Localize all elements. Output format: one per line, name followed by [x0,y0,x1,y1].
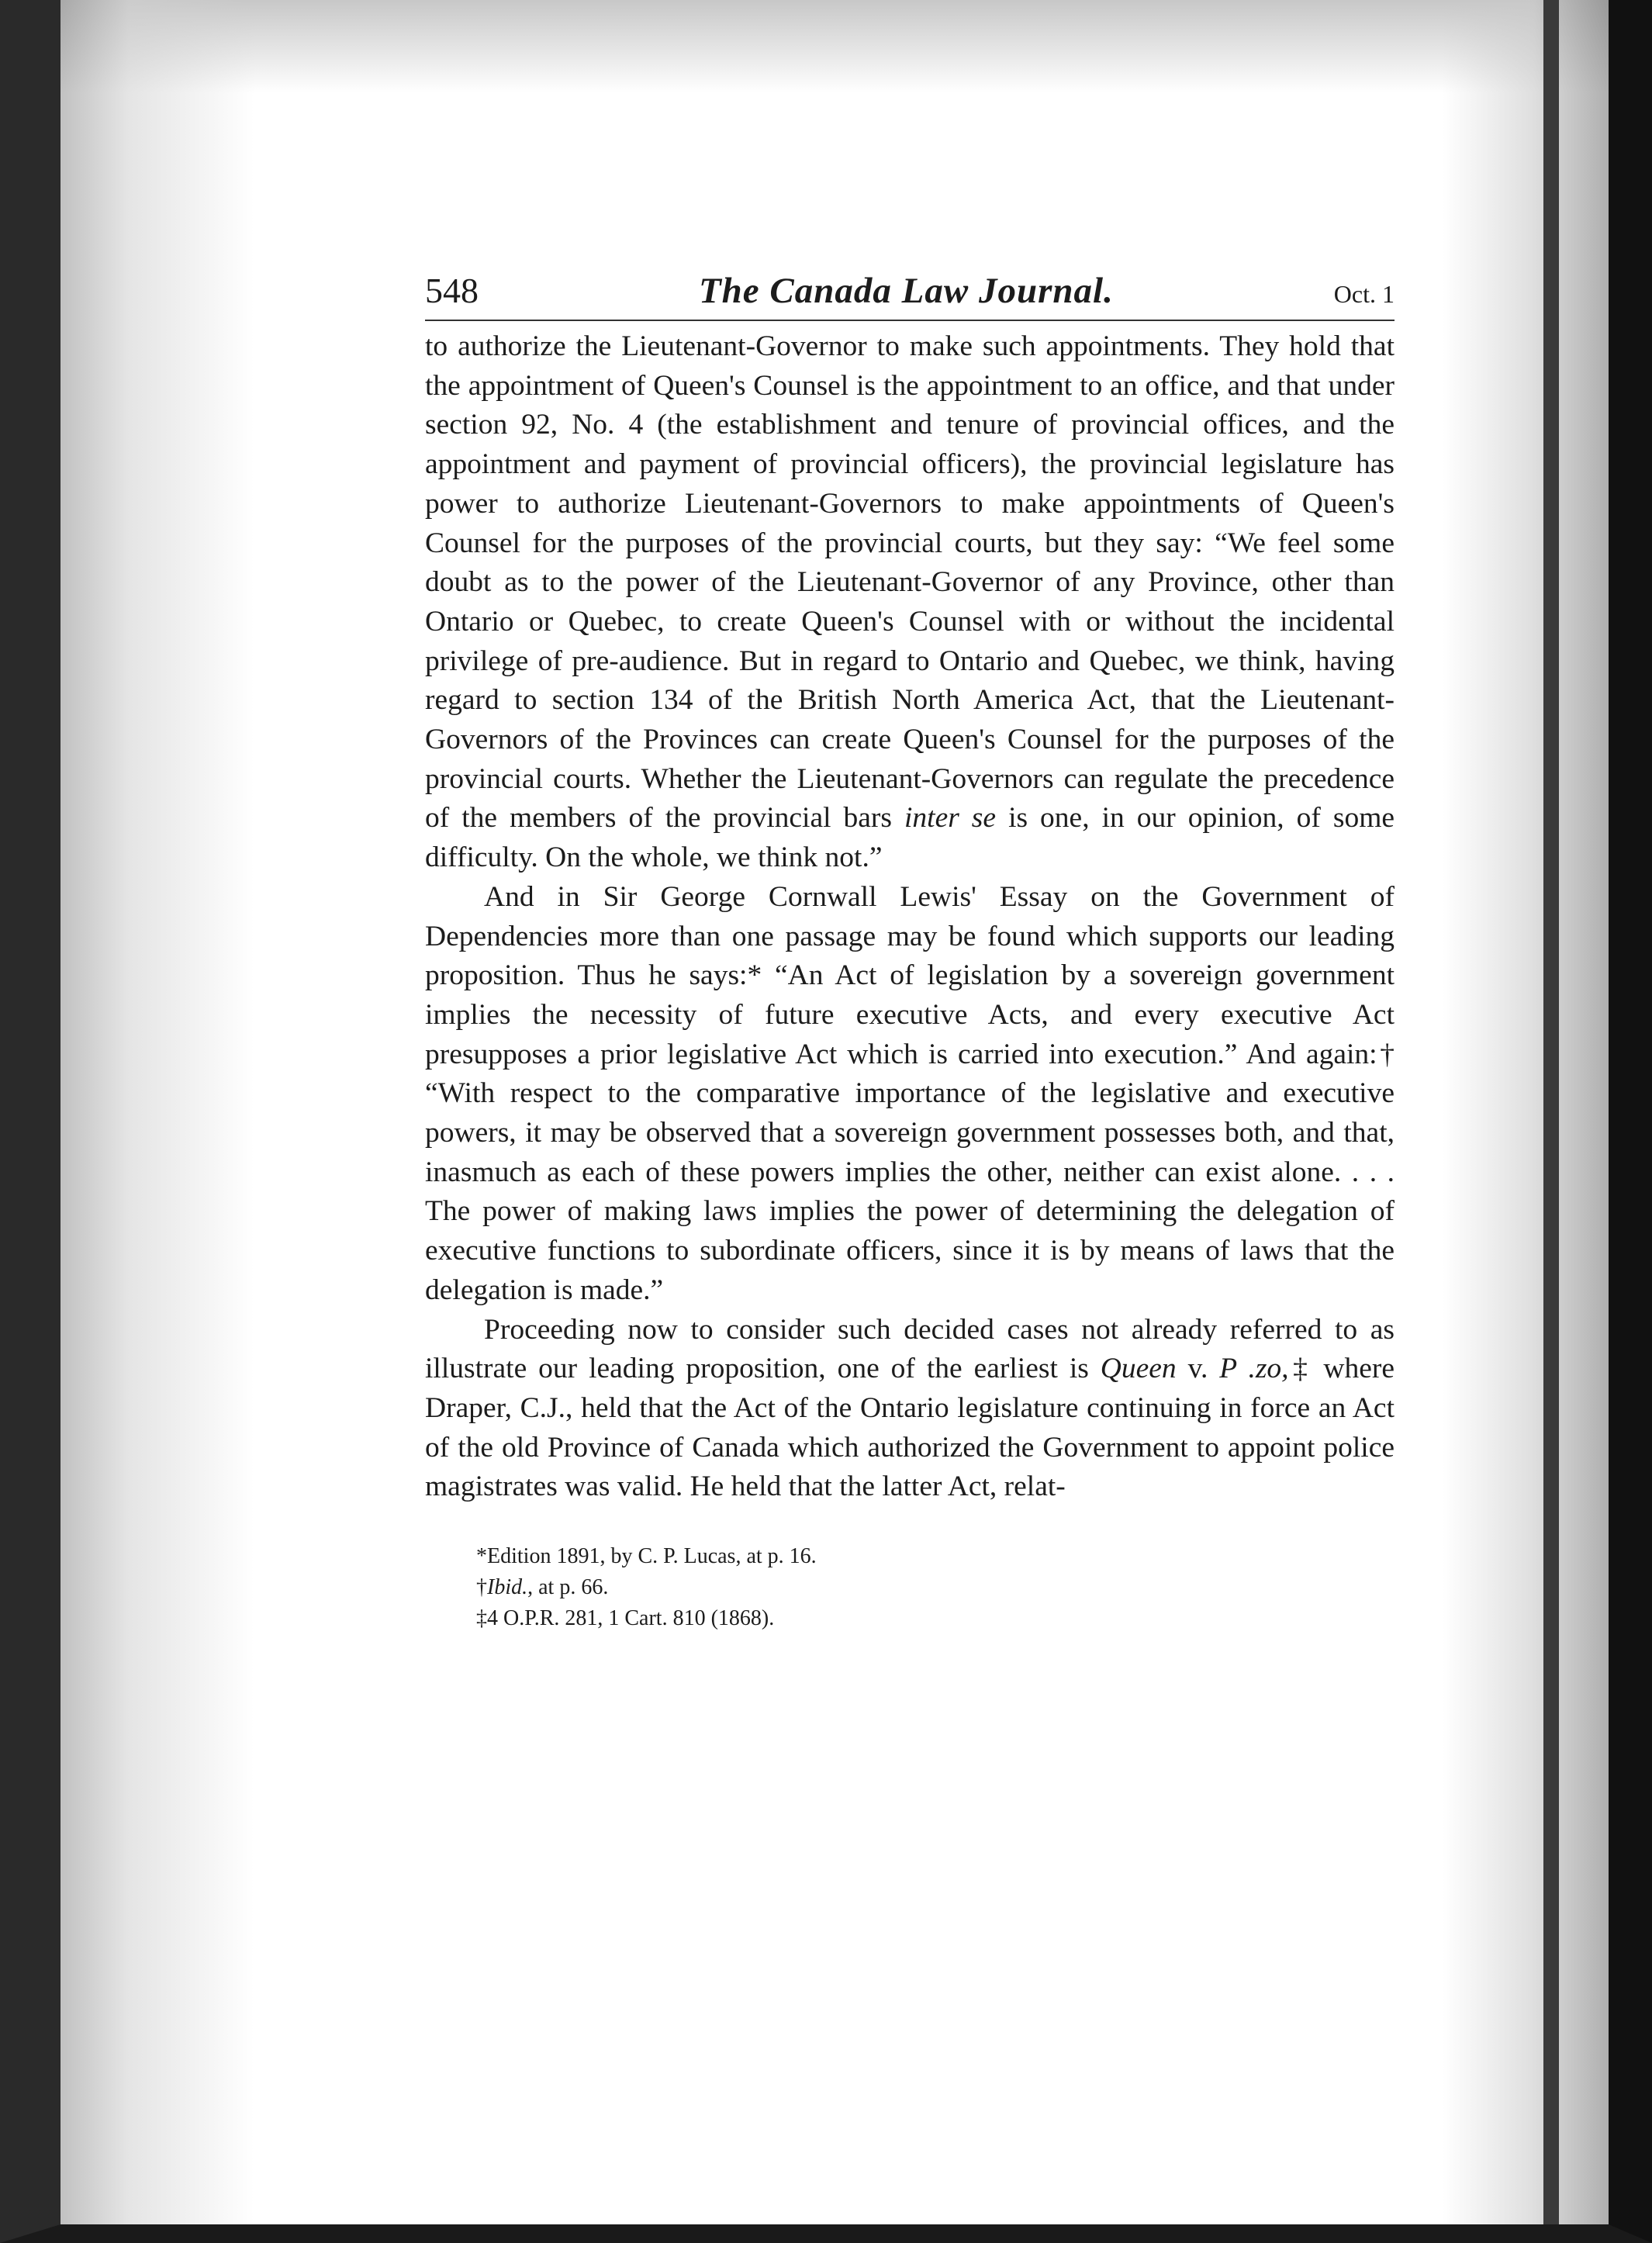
footnote-star: *Edition 1891, by C. P. Lucas, at p. 16. [476,1544,817,1569]
scan-edge-right [1543,0,1559,2224]
journal-page [425,270,1395,1634]
article-body [425,327,1395,1507]
footnote-dagger-mark: † [476,1575,487,1600]
footnote-dagger [476,1572,1395,1603]
scan-shadow-left [60,0,254,2224]
paragraph-3-text-a: Proceeding now to consider such decided cases not already referred to as illustrate our leading proposition, one of the earliest is [425,1313,1395,1385]
footnote-double-dagger: ‡4 O.P.R. 281, 1 Cart. 810 (1868). [476,1606,775,1631]
page-number: 548 [425,271,479,310]
case-name-queen: Queen [1100,1353,1177,1385]
paragraph-1-text-a: to authorize the Lieutenant-Governor to make such appointments. They hold that the appointment of Queen's Counsel is the appointment to an office, and that under section 92, No. 4 (the establishment and tenure of provincial offices, and the appointment and payment of provincial officers), the provincial legislature has power to authorize Lieutenant-Governors to make appointments of Queen's Counsel for the purposes of the provincial courts, but they say: “We feel some doubt as to the power of the Lieutenant-Governor of any Province, other than Ontario or Quebec, to create Queen's Counsel with or without the incidental privilege of pre-audience. But in regard to Ontario and Quebec, we think, having regard to section 134 of the British North America Act, that the Lieutenant-Governors of the Provinces can create Queen's Counsel for the purposes of the provincial courts. Whether the Lieutenant-Governors can regulate the precedence of the members of the provincial bars [425,330,1395,835]
paragraph-3-text-c: ‡ where Draper, C.J., held that the Act of the Ontario legislature continuing in force an Act of the old Province of Canada which authorized the Government to appoint police magistrates was valid. He held that the latter Act, relat- [425,1353,1395,1503]
footnote-ibid: Ibid. [487,1575,528,1600]
case-name-defendant: P .zo, [1219,1353,1289,1385]
issue-date: Oct. 1 [1333,280,1395,308]
scan-shadow-top [60,0,1609,93]
paragraph-1 [425,327,1395,878]
paragraph-1-text-b: is one, in our opinion, of some difficulty. On the whole, we think not.” [425,802,1395,874]
scan-shadow-right [1443,0,1609,2224]
running-head [425,270,1395,321]
journal-title: The Canada Law Journal. [698,271,1114,311]
footnote-dagger-rest: , at p. 66. [527,1575,609,1600]
paragraph-3-versus: v. [1187,1353,1208,1385]
paragraph-3 [425,1311,1395,1508]
paragraph-1-italic: inter se [904,802,997,835]
paragraph-2: And in Sir George Cornwall Lewis' Essay on the Government of Dependencies more than one passage may be found which supports our leading proposition. Thus he says:* “An Act of legislation by a sovereign government implies the necessity of future executive Acts, and every executive Act presupposes a prior legislative Act which is carried into execution.” And again:† “With respect to the comparative importance of the legislative and executive powers, it may be observed that a sovereign government possesses both, and that, inasmuch as each of these powers implies the other, neither can exist alone. . . . The power of making laws implies the power of determining the delegation of executive functions to subordinate officers, since it is by means of laws that the delegation is made.” [425,880,1395,1306]
footnotes [425,1541,1395,1634]
